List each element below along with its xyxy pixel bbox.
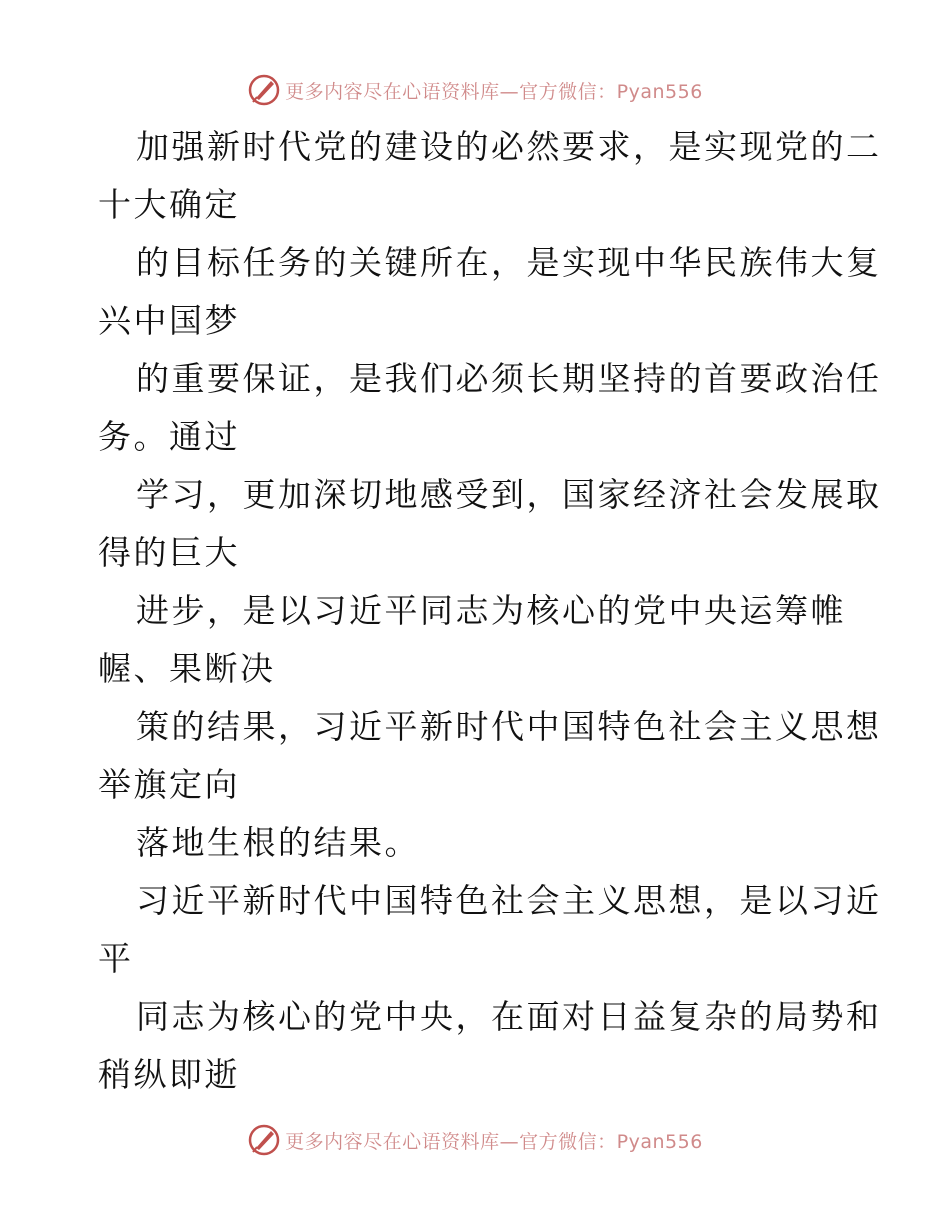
text-line: 加强新时代党的建设的必然要求，是实现党的二 [136, 127, 882, 166]
text-line: 平 [98, 939, 134, 978]
header-banner-text: 更多内容尽在心语资料库—官方微信：Pyan556 [285, 80, 703, 103]
text-line: 务。通过 [98, 417, 240, 456]
text-line: 学习，更加深切地感受到，国家经济社会发展取 [136, 475, 882, 514]
footer-banner-text: 更多内容尽在心语资料库—官方微信：Pyan556 [285, 1130, 703, 1153]
text-line: 稍纵即逝 [98, 1055, 240, 1094]
text-line: 兴中国梦 [98, 301, 240, 340]
quill-pen-logo-icon [247, 73, 281, 107]
text-line: 策的结果，习近平新时代中国特色社会主义思想 [136, 707, 882, 746]
text-line: 进步，是以习近平同志为核心的党中央运筹帷 [136, 591, 846, 630]
footer-banner [0, 1120, 950, 1160]
quill-pen-logo-icon [247, 1123, 281, 1157]
text-line: 举旗定向 [98, 765, 240, 804]
document-body [98, 118, 882, 1104]
text-line: 幄、果断决 [98, 649, 276, 688]
text-line: 的目标任务的关键所在，是实现中华民族伟大复 [136, 243, 882, 282]
text-line: 同志为核心的党中央，在面对日益复杂的局势和 [136, 997, 882, 1036]
header-banner [0, 70, 950, 110]
text-line: 的重要保证，是我们必须长期坚持的首要政治任 [136, 359, 882, 398]
text-line: 十大确定 [98, 185, 240, 224]
text-line: 习近平新时代中国特色社会主义思想，是以习近 [136, 881, 882, 920]
text-line: 得的巨大 [98, 533, 240, 572]
text-line: 落地生根的结果。 [136, 823, 420, 862]
